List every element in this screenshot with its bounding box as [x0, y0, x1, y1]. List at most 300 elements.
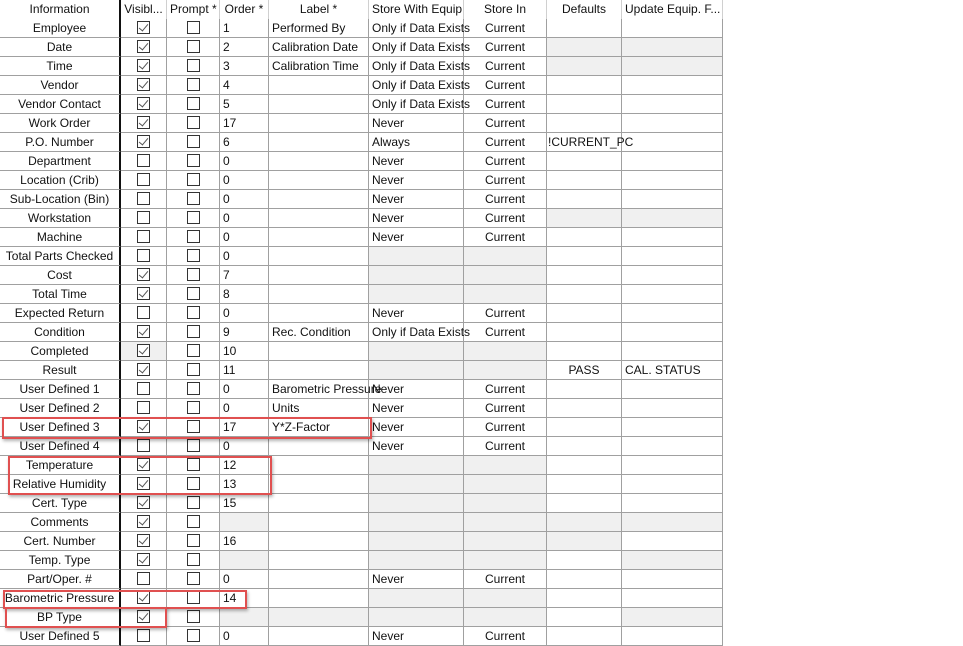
prompt-checkbox[interactable]: [187, 401, 200, 414]
visible-checkbox[interactable]: [137, 268, 150, 281]
defaults-cell[interactable]: [547, 76, 622, 95]
table-row[interactable]: [0, 38, 723, 57]
table-row[interactable]: [0, 323, 723, 342]
store-in-cell[interactable]: Current: [464, 133, 547, 152]
store-with-equip-cell[interactable]: Never: [369, 418, 464, 437]
update-equip-cell[interactable]: [622, 38, 723, 57]
visible-cell[interactable]: [121, 570, 167, 589]
visible-checkbox[interactable]: [137, 306, 150, 319]
label-cell[interactable]: [269, 437, 369, 456]
visible-cell[interactable]: [121, 19, 167, 38]
visible-cell[interactable]: [121, 304, 167, 323]
order-cell[interactable]: 7: [220, 266, 269, 285]
label-cell[interactable]: [269, 285, 369, 304]
table-row[interactable]: [0, 114, 723, 133]
prompt-cell[interactable]: [167, 570, 220, 589]
prompt-cell[interactable]: [167, 57, 220, 76]
defaults-cell[interactable]: [547, 437, 622, 456]
update-equip-cell[interactable]: [622, 551, 723, 570]
store-in-cell[interactable]: Current: [464, 209, 547, 228]
update-equip-cell[interactable]: [622, 608, 723, 627]
store-in-cell[interactable]: [464, 608, 547, 627]
table-row[interactable]: [0, 285, 723, 304]
store-with-equip-cell[interactable]: [369, 551, 464, 570]
header-prompt[interactable]: Prompt *: [167, 0, 220, 19]
table-row[interactable]: [0, 399, 723, 418]
store-in-cell[interactable]: Current: [464, 95, 547, 114]
visible-checkbox[interactable]: [137, 344, 150, 357]
table-row[interactable]: [0, 513, 723, 532]
order-cell[interactable]: 0: [220, 399, 269, 418]
table-row[interactable]: [0, 19, 723, 38]
prompt-cell[interactable]: [167, 133, 220, 152]
label-cell[interactable]: [269, 342, 369, 361]
prompt-cell[interactable]: [167, 456, 220, 475]
update-equip-cell[interactable]: [622, 589, 723, 608]
prompt-cell[interactable]: [167, 171, 220, 190]
defaults-cell[interactable]: [547, 570, 622, 589]
visible-checkbox[interactable]: [137, 249, 150, 262]
order-cell[interactable]: 0: [220, 627, 269, 646]
store-with-equip-cell[interactable]: Only if Data Exists: [369, 57, 464, 76]
store-in-cell[interactable]: [464, 494, 547, 513]
prompt-checkbox[interactable]: [187, 610, 200, 623]
prompt-checkbox[interactable]: [187, 591, 200, 604]
update-equip-cell[interactable]: [622, 532, 723, 551]
defaults-cell[interactable]: [547, 114, 622, 133]
visible-cell[interactable]: [121, 76, 167, 95]
visible-checkbox[interactable]: [137, 496, 150, 509]
label-cell[interactable]: [269, 551, 369, 570]
table-row[interactable]: [0, 342, 723, 361]
prompt-checkbox[interactable]: [187, 230, 200, 243]
update-equip-cell[interactable]: [622, 247, 723, 266]
store-in-cell[interactable]: [464, 532, 547, 551]
table-row[interactable]: [0, 608, 723, 627]
prompt-checkbox[interactable]: [187, 382, 200, 395]
visible-cell[interactable]: [121, 380, 167, 399]
visible-checkbox[interactable]: [137, 135, 150, 148]
prompt-cell[interactable]: [167, 323, 220, 342]
visible-cell[interactable]: [121, 190, 167, 209]
prompt-cell[interactable]: [167, 247, 220, 266]
defaults-cell[interactable]: [547, 266, 622, 285]
store-in-cell[interactable]: [464, 247, 547, 266]
store-with-equip-cell[interactable]: Never: [369, 114, 464, 133]
table-row[interactable]: [0, 266, 723, 285]
visible-cell[interactable]: [121, 437, 167, 456]
store-in-cell[interactable]: Current: [464, 399, 547, 418]
visible-checkbox[interactable]: [137, 192, 150, 205]
update-equip-cell[interactable]: [622, 285, 723, 304]
table-row[interactable]: [0, 570, 723, 589]
defaults-cell[interactable]: [547, 456, 622, 475]
label-cell[interactable]: [269, 114, 369, 133]
visible-checkbox[interactable]: [137, 173, 150, 186]
defaults-cell[interactable]: [547, 494, 622, 513]
store-with-equip-cell[interactable]: Never: [369, 190, 464, 209]
store-with-equip-cell[interactable]: [369, 247, 464, 266]
store-in-cell[interactable]: [464, 361, 547, 380]
store-with-equip-cell[interactable]: [369, 608, 464, 627]
order-cell[interactable]: [220, 551, 269, 570]
store-with-equip-cell[interactable]: Never: [369, 570, 464, 589]
visible-checkbox[interactable]: [137, 477, 150, 490]
table-row[interactable]: [0, 190, 723, 209]
label-cell[interactable]: [269, 627, 369, 646]
defaults-cell[interactable]: [547, 589, 622, 608]
prompt-cell[interactable]: [167, 228, 220, 247]
order-cell[interactable]: [220, 608, 269, 627]
defaults-cell[interactable]: [547, 323, 622, 342]
header-order[interactable]: Order *: [220, 0, 269, 19]
visible-cell[interactable]: [121, 57, 167, 76]
update-equip-cell[interactable]: [622, 475, 723, 494]
visible-checkbox[interactable]: [137, 591, 150, 604]
defaults-cell[interactable]: [547, 380, 622, 399]
order-cell[interactable]: 13: [220, 475, 269, 494]
update-equip-cell[interactable]: [622, 494, 723, 513]
store-in-cell[interactable]: Current: [464, 19, 547, 38]
prompt-cell[interactable]: [167, 475, 220, 494]
store-with-equip-cell[interactable]: [369, 475, 464, 494]
visible-checkbox[interactable]: [137, 78, 150, 91]
update-equip-cell[interactable]: [622, 95, 723, 114]
table-row[interactable]: [0, 209, 723, 228]
table-row[interactable]: [0, 627, 723, 646]
order-cell[interactable]: 14: [220, 589, 269, 608]
store-with-equip-cell[interactable]: [369, 513, 464, 532]
visible-checkbox[interactable]: [137, 610, 150, 623]
table-row[interactable]: [0, 437, 723, 456]
order-cell[interactable]: 0: [220, 171, 269, 190]
table-row[interactable]: [0, 152, 723, 171]
prompt-cell[interactable]: [167, 95, 220, 114]
visible-checkbox[interactable]: [137, 211, 150, 224]
label-cell[interactable]: [269, 266, 369, 285]
prompt-cell[interactable]: [167, 361, 220, 380]
store-in-cell[interactable]: [464, 589, 547, 608]
prompt-checkbox[interactable]: [187, 249, 200, 262]
prompt-cell[interactable]: [167, 38, 220, 57]
label-cell[interactable]: [269, 456, 369, 475]
prompt-checkbox[interactable]: [187, 515, 200, 528]
label-cell[interactable]: Performed By: [269, 19, 369, 38]
store-with-equip-cell[interactable]: Never: [369, 437, 464, 456]
table-row[interactable]: [0, 532, 723, 551]
header-information[interactable]: Information: [0, 0, 121, 19]
order-cell[interactable]: 0: [220, 152, 269, 171]
label-cell[interactable]: [269, 589, 369, 608]
store-in-cell[interactable]: [464, 475, 547, 494]
defaults-cell[interactable]: [547, 95, 622, 114]
store-in-cell[interactable]: [464, 342, 547, 361]
visible-cell[interactable]: [121, 627, 167, 646]
prompt-cell[interactable]: [167, 551, 220, 570]
prompt-cell[interactable]: [167, 399, 220, 418]
store-with-equip-cell[interactable]: [369, 494, 464, 513]
update-equip-cell[interactable]: [622, 399, 723, 418]
prompt-cell[interactable]: [167, 494, 220, 513]
order-cell[interactable]: 11: [220, 361, 269, 380]
defaults-cell[interactable]: [547, 209, 622, 228]
update-equip-cell[interactable]: [622, 627, 723, 646]
label-cell[interactable]: Calibration Date: [269, 38, 369, 57]
prompt-checkbox[interactable]: [187, 325, 200, 338]
visible-checkbox[interactable]: [137, 401, 150, 414]
label-cell[interactable]: [269, 190, 369, 209]
label-cell[interactable]: Units: [269, 399, 369, 418]
defaults-cell[interactable]: [547, 38, 622, 57]
prompt-checkbox[interactable]: [187, 192, 200, 205]
prompt-checkbox[interactable]: [187, 97, 200, 110]
header-label[interactable]: Label *: [269, 0, 369, 19]
label-cell[interactable]: [269, 152, 369, 171]
visible-checkbox[interactable]: [137, 59, 150, 72]
label-cell[interactable]: Calibration Time: [269, 57, 369, 76]
visible-checkbox[interactable]: [137, 230, 150, 243]
label-cell[interactable]: [269, 361, 369, 380]
prompt-checkbox[interactable]: [187, 306, 200, 319]
visible-cell[interactable]: [121, 342, 167, 361]
label-cell[interactable]: [269, 513, 369, 532]
store-in-cell[interactable]: Current: [464, 171, 547, 190]
defaults-cell[interactable]: PASS: [547, 361, 622, 380]
update-equip-cell[interactable]: [622, 323, 723, 342]
visible-cell[interactable]: [121, 171, 167, 190]
update-equip-cell[interactable]: [622, 418, 723, 437]
store-with-equip-cell[interactable]: [369, 589, 464, 608]
order-cell[interactable]: 1: [220, 19, 269, 38]
order-cell[interactable]: 4: [220, 76, 269, 95]
table-row[interactable]: [0, 304, 723, 323]
prompt-checkbox[interactable]: [187, 629, 200, 642]
store-in-cell[interactable]: Current: [464, 304, 547, 323]
visible-cell[interactable]: [121, 228, 167, 247]
update-equip-cell[interactable]: [622, 456, 723, 475]
defaults-cell[interactable]: [547, 513, 622, 532]
update-equip-cell[interactable]: [622, 513, 723, 532]
order-cell[interactable]: 0: [220, 190, 269, 209]
table-row[interactable]: [0, 95, 723, 114]
update-equip-cell[interactable]: [622, 209, 723, 228]
prompt-checkbox[interactable]: [187, 154, 200, 167]
store-with-equip-cell[interactable]: Always: [369, 133, 464, 152]
store-in-cell[interactable]: [464, 285, 547, 304]
update-equip-cell[interactable]: [622, 152, 723, 171]
store-with-equip-cell[interactable]: Only if Data Exists: [369, 76, 464, 95]
store-in-cell[interactable]: [464, 266, 547, 285]
header-visible[interactable]: Visibl...: [121, 0, 167, 19]
store-with-equip-cell[interactable]: Never: [369, 304, 464, 323]
visible-cell[interactable]: [121, 361, 167, 380]
prompt-cell[interactable]: [167, 152, 220, 171]
defaults-cell[interactable]: [547, 228, 622, 247]
store-with-equip-cell[interactable]: Never: [369, 627, 464, 646]
order-cell[interactable]: 12: [220, 456, 269, 475]
label-cell[interactable]: [269, 475, 369, 494]
table-row[interactable]: [0, 171, 723, 190]
visible-checkbox[interactable]: [137, 534, 150, 547]
update-equip-cell[interactable]: [622, 133, 723, 152]
order-cell[interactable]: 16: [220, 532, 269, 551]
visible-cell[interactable]: [121, 418, 167, 437]
visible-cell[interactable]: [121, 513, 167, 532]
prompt-checkbox[interactable]: [187, 78, 200, 91]
visible-cell[interactable]: [121, 114, 167, 133]
visible-cell[interactable]: [121, 532, 167, 551]
update-equip-cell[interactable]: CAL. STATUS: [622, 361, 723, 380]
prompt-cell[interactable]: [167, 608, 220, 627]
defaults-cell[interactable]: [547, 247, 622, 266]
visible-cell[interactable]: [121, 285, 167, 304]
store-in-cell[interactable]: Current: [464, 76, 547, 95]
order-cell[interactable]: 0: [220, 570, 269, 589]
prompt-checkbox[interactable]: [187, 21, 200, 34]
visible-cell[interactable]: [121, 323, 167, 342]
store-with-equip-cell[interactable]: [369, 266, 464, 285]
order-cell[interactable]: 0: [220, 437, 269, 456]
label-cell[interactable]: [269, 171, 369, 190]
visible-cell[interactable]: [121, 589, 167, 608]
visible-cell[interactable]: [121, 133, 167, 152]
update-equip-cell[interactable]: [622, 266, 723, 285]
label-cell[interactable]: [269, 209, 369, 228]
prompt-checkbox[interactable]: [187, 59, 200, 72]
order-cell[interactable]: 2: [220, 38, 269, 57]
defaults-cell[interactable]: [547, 152, 622, 171]
store-in-cell[interactable]: Current: [464, 114, 547, 133]
defaults-cell[interactable]: [547, 19, 622, 38]
prompt-checkbox[interactable]: [187, 173, 200, 186]
visible-checkbox[interactable]: [137, 629, 150, 642]
table-row[interactable]: [0, 418, 723, 437]
order-cell[interactable]: 0: [220, 304, 269, 323]
visible-cell[interactable]: [121, 95, 167, 114]
order-cell[interactable]: 10: [220, 342, 269, 361]
defaults-cell[interactable]: [547, 190, 622, 209]
order-cell[interactable]: 17: [220, 418, 269, 437]
order-cell[interactable]: 17: [220, 114, 269, 133]
update-equip-cell[interactable]: [622, 304, 723, 323]
visible-checkbox[interactable]: [137, 325, 150, 338]
store-in-cell[interactable]: Current: [464, 57, 547, 76]
prompt-cell[interactable]: [167, 627, 220, 646]
prompt-cell[interactable]: [167, 418, 220, 437]
visible-checkbox[interactable]: [137, 420, 150, 433]
defaults-cell[interactable]: [547, 342, 622, 361]
prompt-checkbox[interactable]: [187, 268, 200, 281]
prompt-cell[interactable]: [167, 266, 220, 285]
store-with-equip-cell[interactable]: [369, 361, 464, 380]
defaults-cell[interactable]: [547, 627, 622, 646]
store-with-equip-cell[interactable]: Never: [369, 399, 464, 418]
order-cell[interactable]: 0: [220, 209, 269, 228]
store-in-cell[interactable]: Current: [464, 152, 547, 171]
store-with-equip-cell[interactable]: Never: [369, 209, 464, 228]
visible-cell[interactable]: [121, 475, 167, 494]
prompt-checkbox[interactable]: [187, 477, 200, 490]
visible-cell[interactable]: [121, 266, 167, 285]
prompt-checkbox[interactable]: [187, 439, 200, 452]
prompt-cell[interactable]: [167, 114, 220, 133]
prompt-checkbox[interactable]: [187, 458, 200, 471]
visible-checkbox[interactable]: [137, 572, 150, 585]
table-row[interactable]: [0, 57, 723, 76]
label-cell[interactable]: [269, 228, 369, 247]
visible-cell[interactable]: [121, 551, 167, 570]
prompt-cell[interactable]: [167, 76, 220, 95]
store-with-equip-cell[interactable]: [369, 532, 464, 551]
prompt-cell[interactable]: [167, 209, 220, 228]
table-row[interactable]: [0, 133, 723, 152]
prompt-checkbox[interactable]: [187, 496, 200, 509]
update-equip-cell[interactable]: [622, 228, 723, 247]
label-cell[interactable]: [269, 304, 369, 323]
prompt-checkbox[interactable]: [187, 344, 200, 357]
defaults-cell[interactable]: [547, 171, 622, 190]
update-equip-cell[interactable]: [622, 114, 723, 133]
update-equip-cell[interactable]: [622, 570, 723, 589]
defaults-cell[interactable]: [547, 475, 622, 494]
table-row[interactable]: [0, 475, 723, 494]
visible-checkbox[interactable]: [137, 382, 150, 395]
store-in-cell[interactable]: Current: [464, 190, 547, 209]
visible-cell[interactable]: [121, 247, 167, 266]
store-with-equip-cell[interactable]: [369, 285, 464, 304]
store-in-cell[interactable]: Current: [464, 380, 547, 399]
visible-checkbox[interactable]: [137, 363, 150, 376]
defaults-cell[interactable]: [547, 532, 622, 551]
prompt-cell[interactable]: [167, 304, 220, 323]
store-with-equip-cell[interactable]: Only if Data Exists: [369, 323, 464, 342]
visible-checkbox[interactable]: [137, 154, 150, 167]
order-cell[interactable]: [220, 513, 269, 532]
label-cell[interactable]: [269, 608, 369, 627]
prompt-checkbox[interactable]: [187, 534, 200, 547]
header-defaults[interactable]: Defaults: [547, 0, 622, 19]
defaults-cell[interactable]: [547, 304, 622, 323]
label-cell[interactable]: [269, 95, 369, 114]
visible-cell[interactable]: [121, 399, 167, 418]
defaults-cell[interactable]: [547, 57, 622, 76]
label-cell[interactable]: [269, 247, 369, 266]
store-with-equip-cell[interactable]: Never: [369, 228, 464, 247]
store-with-equip-cell[interactable]: [369, 456, 464, 475]
store-with-equip-cell[interactable]: Only if Data Exists: [369, 95, 464, 114]
prompt-cell[interactable]: [167, 380, 220, 399]
visible-cell[interactable]: [121, 38, 167, 57]
order-cell[interactable]: 0: [220, 380, 269, 399]
visible-checkbox[interactable]: [137, 439, 150, 452]
defaults-cell[interactable]: [547, 399, 622, 418]
update-equip-cell[interactable]: [622, 171, 723, 190]
store-with-equip-cell[interactable]: Only if Data Exists: [369, 19, 464, 38]
header-store-with-equip[interactable]: Store With Equip: [369, 0, 464, 19]
prompt-cell[interactable]: [167, 513, 220, 532]
label-cell[interactable]: Rec. Condition: [269, 323, 369, 342]
table-row[interactable]: [0, 456, 723, 475]
defaults-cell[interactable]: [547, 418, 622, 437]
prompt-checkbox[interactable]: [187, 553, 200, 566]
visible-cell[interactable]: [121, 209, 167, 228]
label-cell[interactable]: Y*Z-Factor: [269, 418, 369, 437]
header-store-in[interactable]: Store In: [464, 0, 547, 19]
prompt-checkbox[interactable]: [187, 420, 200, 433]
order-cell[interactable]: 5: [220, 95, 269, 114]
store-with-equip-cell[interactable]: Never: [369, 171, 464, 190]
order-cell[interactable]: 15: [220, 494, 269, 513]
